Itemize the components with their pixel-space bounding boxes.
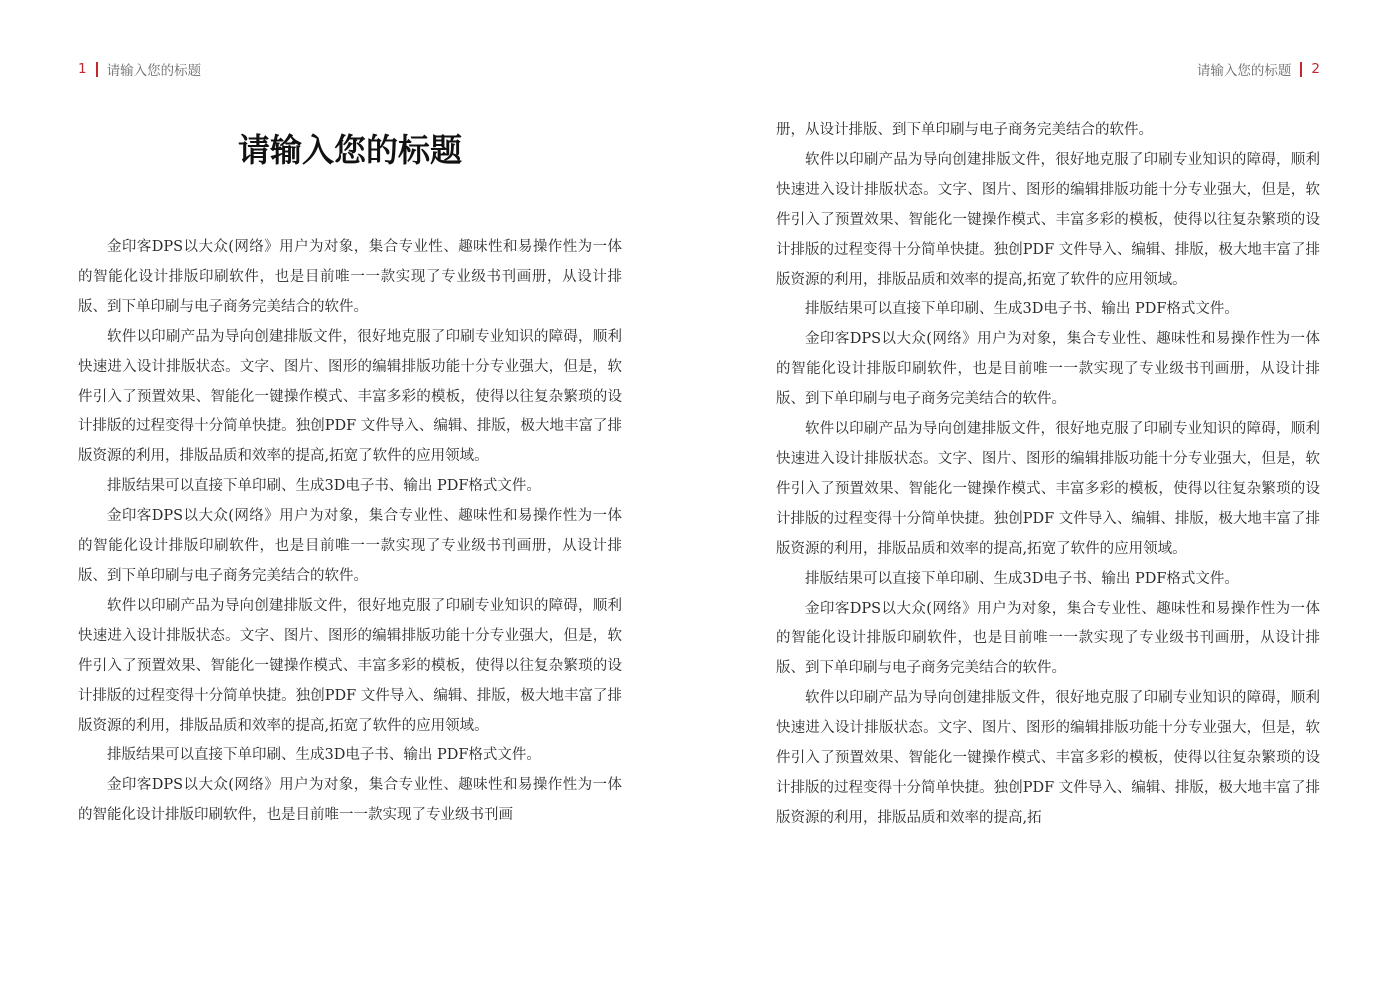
paragraph: 排版结果可以直接下单印刷、生成3D电子书、输出 PDF格式文件。 (805, 301, 1239, 318)
running-title: 请输入您的标题 (106, 63, 202, 79)
paragraph: 软件以印刷产品为导向创建排版文件，很好地克服了印刷专业知识的障碍，顺利快速进入设计排版状态。文字、图片、图形的编辑排版功能十分专业强大，但是，软件引入了预置效果、智能化一键操作模式、丰富多彩的模板，使得以往复杂繁琐的设计排版的过程变得十分简单快捷。独创PDF 文件导入、编辑、排版，极大地丰富了排版资源的利用，排版品质和效率的提高,拓 (776, 690, 1320, 826)
running-title: 请输入您的标题 (1196, 63, 1292, 79)
paragraph: 金印客DPS以大众(网络》用户为对象，集合专业性、趣味性和易操作性为一体的智能化设计排版印刷软件，也是目前唯一一款实现了专业级书刊画 (78, 777, 622, 824)
paragraph: 金印客DPS以大众(网络》用户为对象，集合专业性、趣味性和易操作性为一体的智能化设计排版印刷软件，也是目前唯一一款实现了专业级书刊画册，从设计排版、到下单印刷与电子商务完美结合的软件。 (78, 508, 622, 584)
paragraph: 排版结果可以直接下单印刷、生成3D电子书、输出 PDF格式文件。 (805, 570, 1239, 587)
paragraph: 金印客DPS以大众(网络》用户为对象，集合专业性、趣味性和易操作性为一体的智能化设计排版印刷软件，也是目前唯一一款实现了专业级书刊画册，从设计排版、到下单印刷与电子商务完美结合的软件。 (776, 600, 1320, 677)
paragraph: 软件以印刷产品为导向创建排版文件，很好地克服了印刷专业知识的障碍，顺利快速进入设计排版状态。文字、图片、图形的编辑排版功能十分专业强大，但是，软件引入了预置效果、智能化一键操作模式、丰富多彩的模板，使得以往复杂繁琐的设计排版的过程变得十分简单快捷。独创PDF 文件导入、编辑、排版，极大地丰富了排版资源的利用，排版品质和效率的提高,拓宽了软件的应用领域。 (776, 151, 1320, 288)
paragraph: 金印客DPS以大众(网络》用户为对象，集合专业性、趣味性和易操作性为一体的智能化设计排版印刷软件，也是目前唯一一款实现了专业级书刊画册，从设计排版、到下单印刷与电子商务完美结合的软件。 (78, 239, 622, 315)
paragraph: 软件以印刷产品为导向创建排版文件，很好地克服了印刷专业知识的障碍，顺利快速进入设计排版状态。文字、图片、图形的编辑排版功能十分专业强大，但是，软件引入了预置效果、智能化一键操作模式、丰富多彩的模板，使得以往复杂繁琐的设计排版的过程变得十分简单快捷。独创PDF 文件导入、编辑、排版，极大地丰富了排版资源的利用，排版品质和效率的提高,拓宽了软件的应用领域。 (78, 597, 622, 734)
header-divider (1300, 62, 1302, 77)
document-title: 请输入您的标题 (237, 131, 462, 169)
paragraph: 排版结果可以直接下单印刷、生成3D电子书、输出 PDF格式文件。 (107, 747, 541, 764)
paragraph: 金印客DPS以大众(网络》用户为对象，集合专业性、趣味性和易操作性为一体的智能化设计排版印刷软件，也是目前唯一一款实现了专业级书刊画册，从设计排版、到下单印刷与电子商务完美结合的软件。 (776, 331, 1320, 408)
paragraph-continuation: 册，从设计排版、到下单印刷与电子商务完美结合的软件。 (776, 122, 1153, 138)
running-header-left (78, 59, 201, 79)
page-number: 1 (78, 61, 87, 77)
paragraph: 排版结果可以直接下单印刷、生成3D电子书、输出 PDF格式文件。 (107, 478, 541, 495)
body-text-left (78, 233, 622, 831)
page-number: 2 (1311, 61, 1320, 77)
header-divider (96, 62, 98, 77)
right-page (699, 0, 1398, 982)
paragraph: 软件以印刷产品为导向创建排版文件，很好地克服了印刷专业知识的障碍，顺利快速进入设计排版状态。文字、图片、图形的编辑排版功能十分专业强大，但是，软件引入了预置效果、智能化一键操作模式、丰富多彩的模板，使得以往复杂繁琐的设计排版的过程变得十分简单快捷。独创PDF 文件导入、编辑、排版，极大地丰富了排版资源的利用，排版品质和效率的提高,拓宽了软件的应用领域。 (78, 328, 622, 465)
paragraph: 软件以印刷产品为导向创建排版文件，很好地克服了印刷专业知识的障碍，顺利快速进入设计排版状态。文字、图片、图形的编辑排版功能十分专业强大，但是，软件引入了预置效果、智能化一键操作模式、丰富多彩的模板，使得以往复杂繁琐的设计排版的过程变得十分简单快捷。独创PDF 文件导入、编辑、排版，极大地丰富了排版资源的利用，排版品质和效率的提高,拓宽了软件的应用领域。 (776, 421, 1320, 557)
running-header-right (1197, 59, 1320, 79)
body-text-right (776, 116, 1320, 834)
